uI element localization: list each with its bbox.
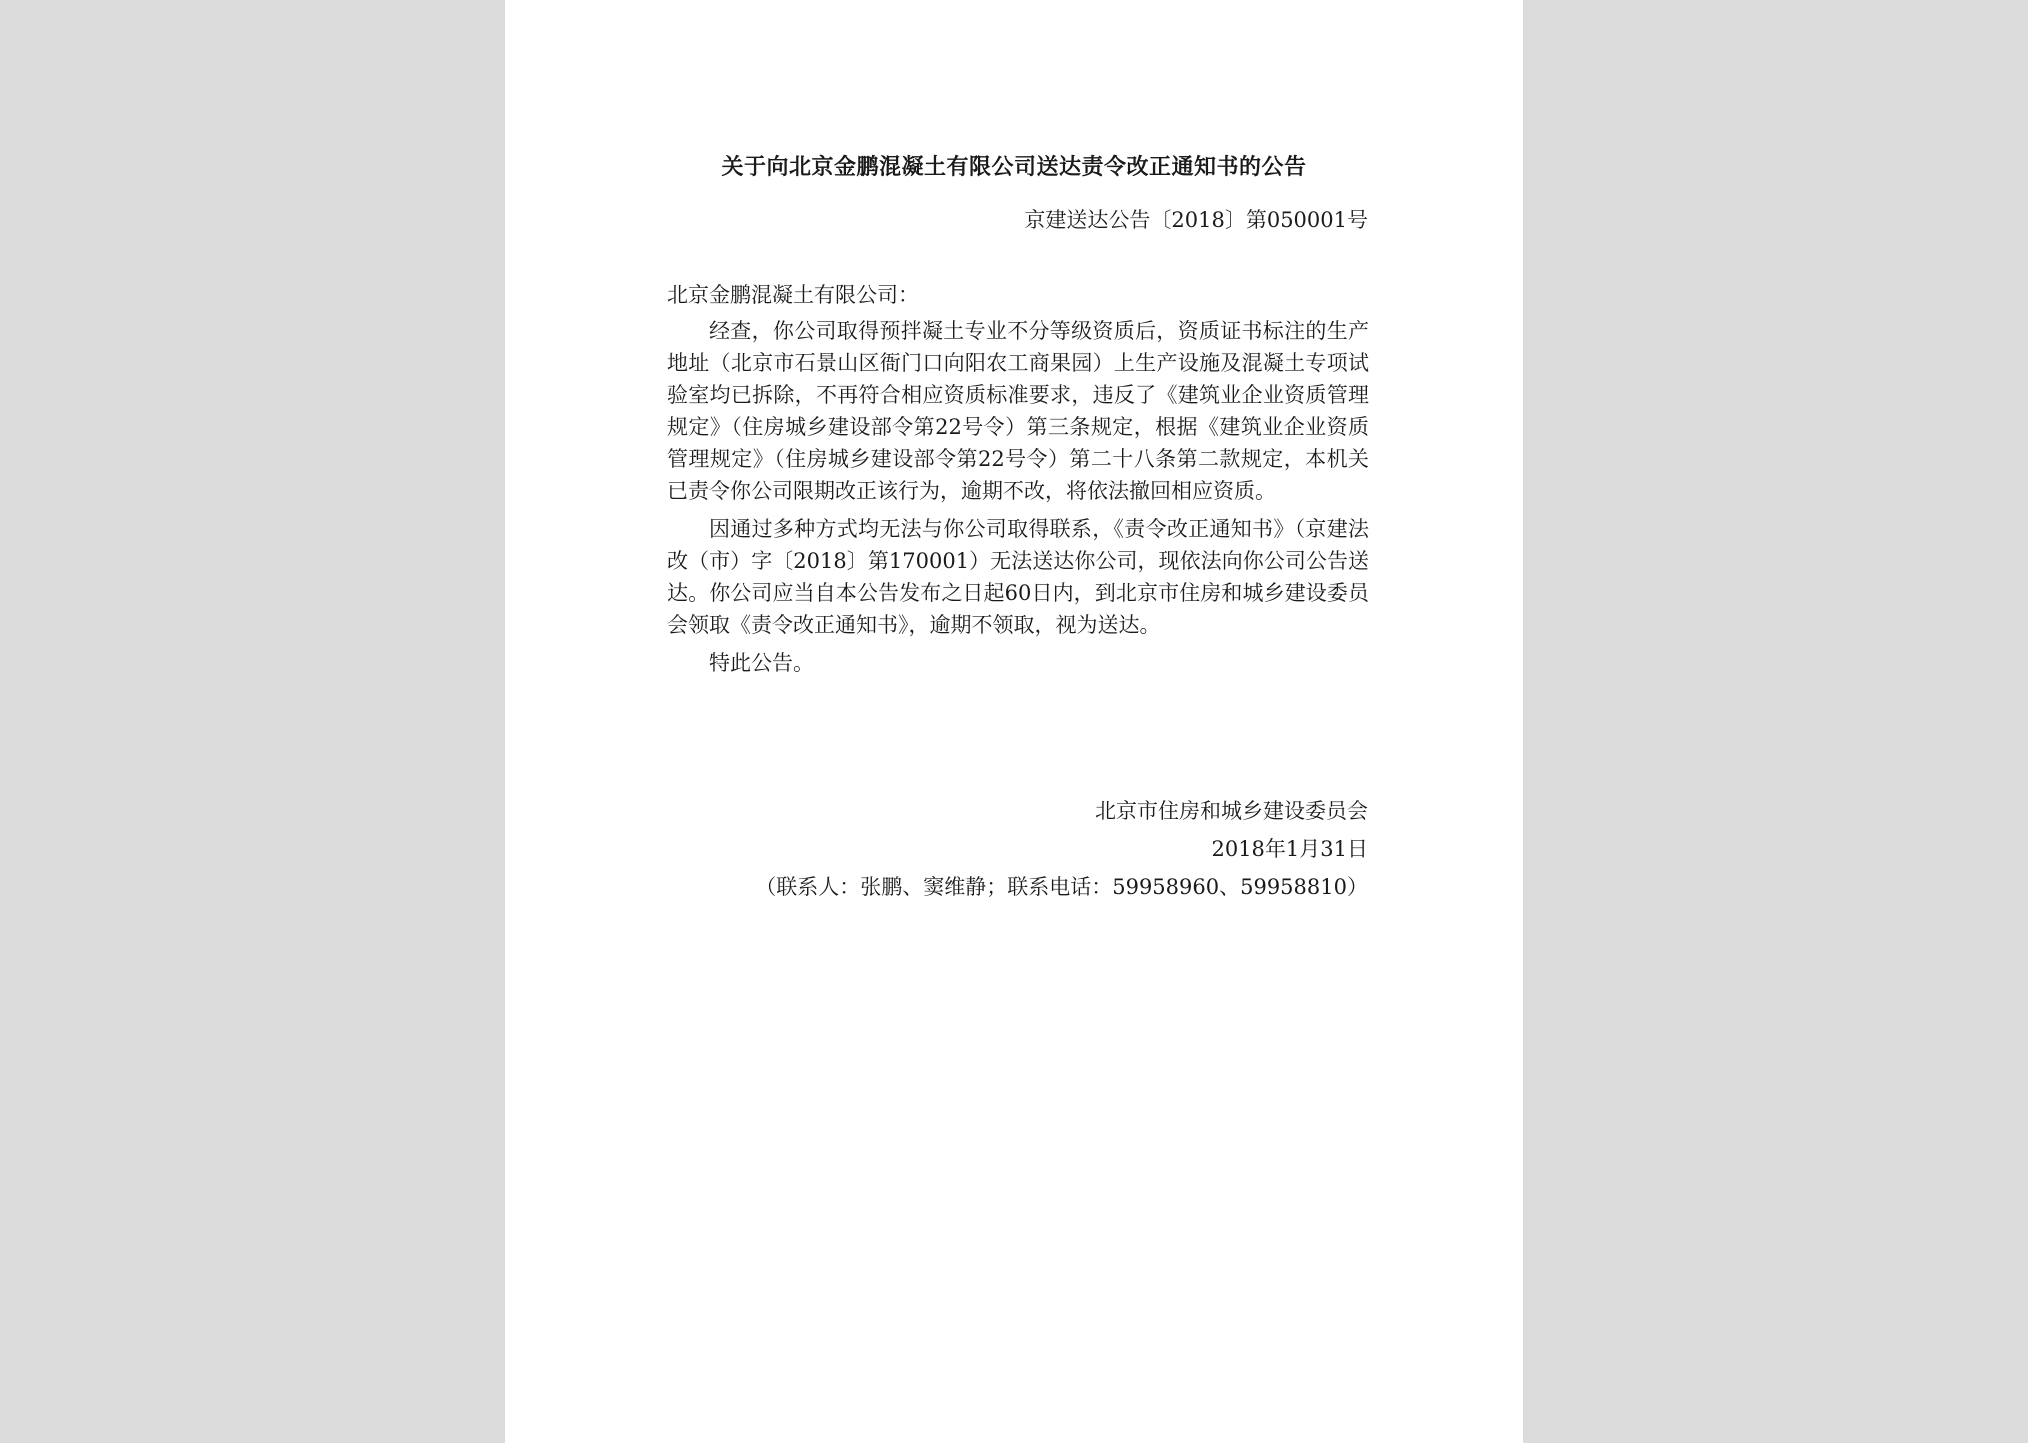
- issue-date: 2018年1月31日: [1211, 837, 1368, 861]
- body-paragraph-2: 因通过多种方式均无法与你公司取得联系，《责令改正通知书》（京建法改（市）字〔2018〕第170001）无法送达你公司，现依法向你公司公告送达。你公司应当自本公告发布之日起60日内，到北京市住房和城乡建设委员会领取《责令改正通知书》，逾期不领取，视为送达。: [667, 517, 1369, 637]
- document-number: 京建送达公告〔2018〕第050001号: [1024, 208, 1368, 232]
- document-page: [505, 0, 1523, 1443]
- issuer-name: 北京市住房和城乡建设委员会: [1095, 799, 1368, 823]
- announcement-body: [667, 279, 1369, 679]
- salutation: 北京金鹏混凝土有限公司：: [667, 283, 919, 307]
- contact-info: （联系人：张鹏、窦维静；联系电话：59958960、59958810）: [755, 875, 1368, 899]
- signature-block: [755, 792, 1368, 906]
- closing-remark: 特此公告。: [709, 651, 814, 675]
- body-paragraph-1: 经查，你公司取得预拌凝土专业不分等级资质后，资质证书标注的生产地址（北京市石景山区衙门口向阳农工商果园）上生产设施及混凝土专项试验室均已拆除，不再符合相应资质标准要求，违反了《建筑业企业资质管理规定》（住房城乡建设部令第22号令）第三条规定，根据《建筑业企业资质管理规定》（住房城乡建设部令第22号令）第二十八条第二款规定，本机关已责令你公司限期改正该行为，逾期不改，将依法撤回相应资质。: [667, 319, 1369, 503]
- announcement-title: 关于向北京金鹏混凝土有限公司送达责令改正通知书的公告: [721, 154, 1307, 180]
